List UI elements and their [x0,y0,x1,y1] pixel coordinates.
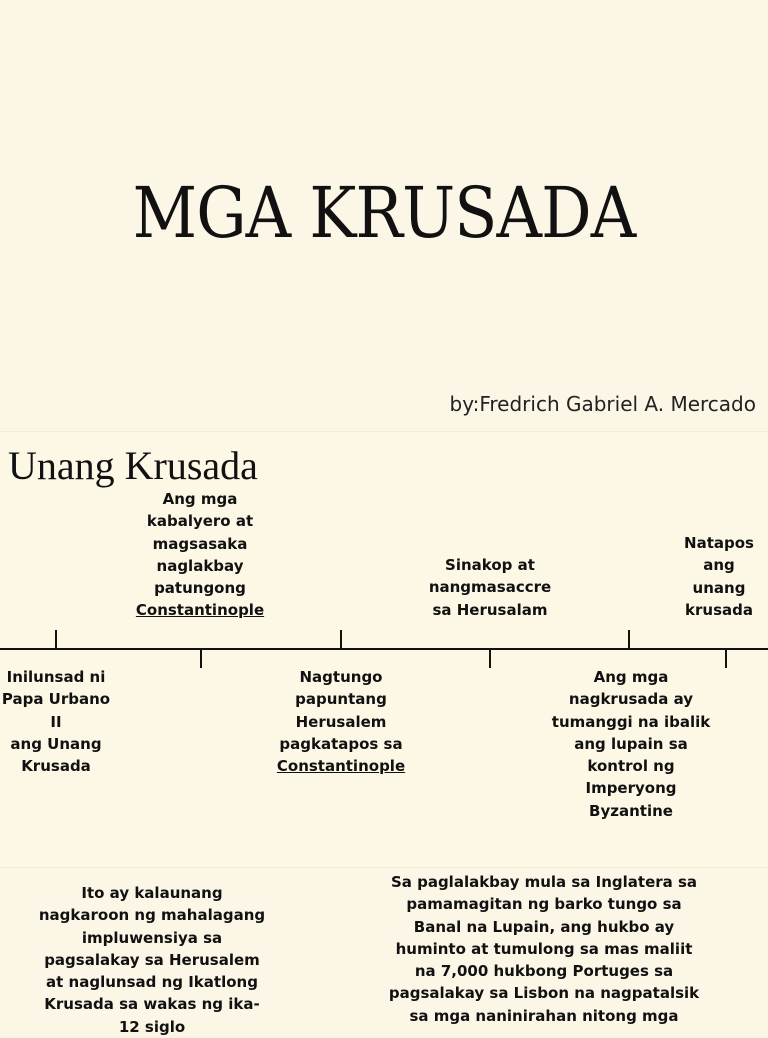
text-slide [0,868,768,1036]
timeline-event-below: Nagtungo papuntang Herusalem pagkatapos sa Constantinople [260,666,422,777]
timeline-event-above: Natapos ang unang krusada [684,534,754,619]
timeline-tick [725,648,727,668]
timeline-event-above: Ang mga kabalyero at magsasaka naglakbay patungong Constantinople [110,488,290,622]
timeline-event-below: Ang mga nagkrusada ay tumanggi na ibalik ang lupain sa kontrol ng Imperyong Byzantine [551,668,711,820]
timeline-axis [0,648,768,650]
timeline-tick [489,648,491,668]
underlined-term: Constantinople [135,601,265,620]
timeline-tick [628,630,630,650]
section-title: Unang Krusada [8,443,258,488]
timeline-tick [55,630,57,650]
timeline-event-below: Inilunsad ni Papa Urbano II ang Unang Krusada [1,668,111,776]
timeline-slide [0,432,768,868]
timeline-event-above: Sinakop at nangmasaccre sa Herusalam [428,556,552,619]
paragraph-right: Sa paglalakbay mula sa Inglatera sa pamamagitan ng barko tungo sa Banal na Lupain, ang hukbo ay huminto at tumulong sa mas maliit na 7,000 hukbong Portuges sa pagsalakay sa Lisbon na nagpatalsik sa mga naninirahan nitong mga [388,873,700,1025]
underlined-term: Constantinople [276,757,406,776]
timeline-tick [200,648,202,668]
main-title: MGA KRUSADA [132,172,636,254]
timeline-tick [340,630,342,650]
title-slide [0,0,768,432]
paragraph-left: Ito ay kalaunang nagkaroon ng mahalagang impluwensiya sa pagsalakay sa Herusalem at naglunsad ng Ikatlong Krusada sa wakas ng ika- 12 siglo [38,884,266,1036]
author-credit: by:Fredrich Gabriel A. Mercado [449,392,756,416]
